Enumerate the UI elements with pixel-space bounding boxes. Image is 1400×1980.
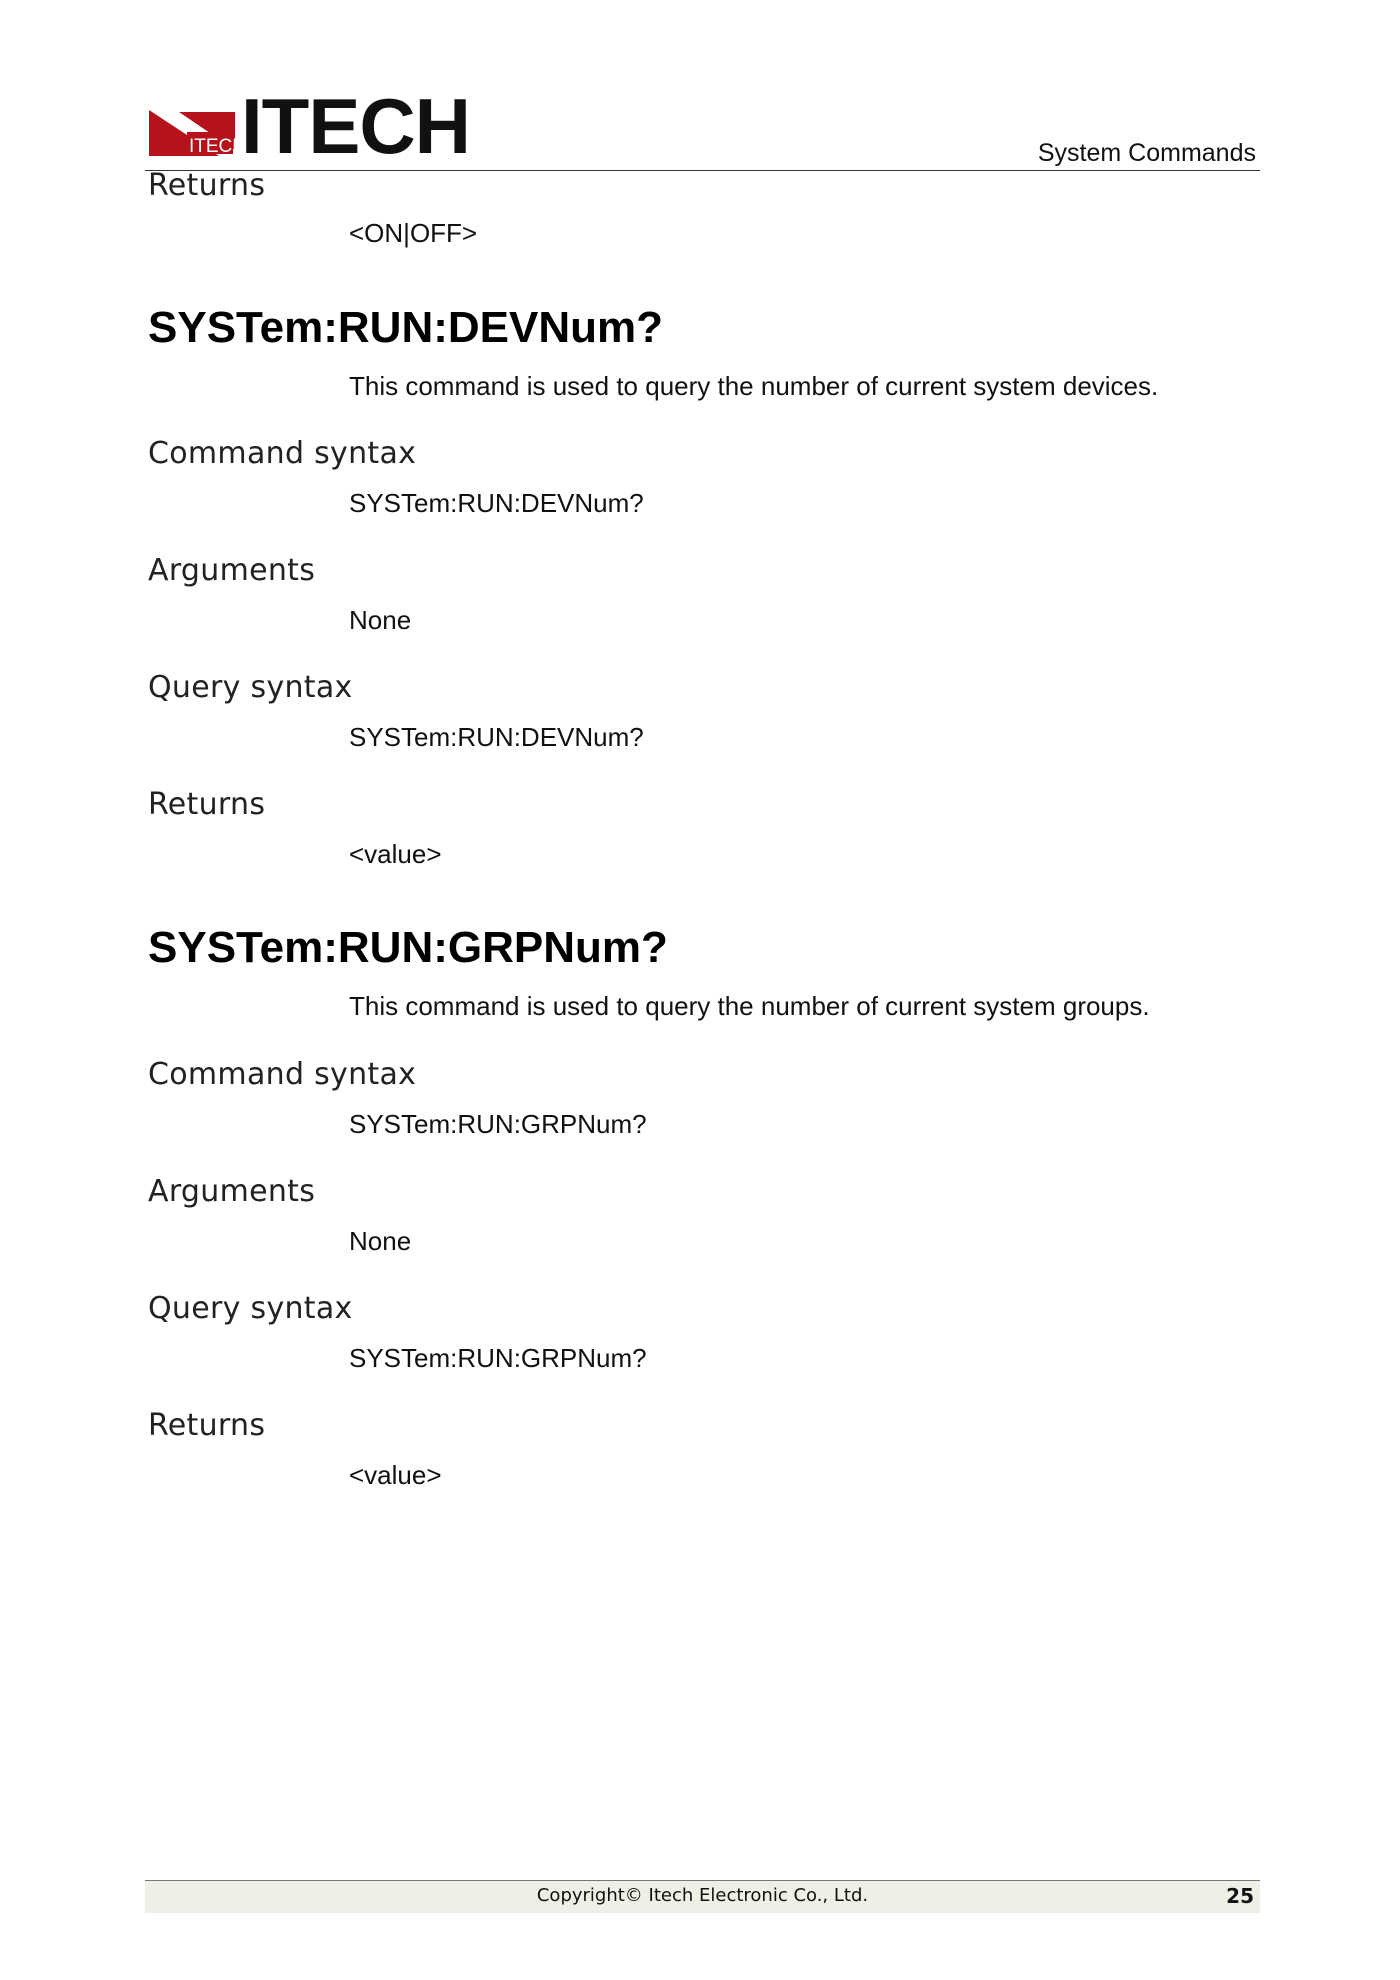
command-syntax-label: Command syntax [148,1057,417,1092]
command-description: This command is used to query the number of current system groups. [349,991,1150,1021]
section-title: System Commands [1037,139,1256,167]
query-syntax-value: SYSTem:RUN:DEVNum? [349,722,644,752]
command-description: This command is used to query the number of current system devices. [349,371,1159,401]
command-syntax-value: SYSTem:RUN:DEVNum? [349,488,644,518]
query-syntax-value: SYSTem:RUN:GRPNum? [349,1343,647,1373]
command-syntax-value: SYSTem:RUN:GRPNum? [349,1109,647,1139]
copyright-notice: Copyright© Itech Electronic Co., Ltd. [536,1885,869,1906]
page-header [145,82,1260,171]
page-number: 25 [1226,1884,1254,1908]
query-syntax-label: Query syntax [148,1291,353,1326]
arguments-value: None [349,1226,412,1256]
page-footer [145,1880,1260,1913]
arguments-label: Arguments [148,553,316,588]
returns-value: <ON|OFF> [349,218,478,248]
returns-label: Returns [148,1408,266,1443]
logo-wordmark: ITECH [241,82,470,170]
returns-value: <value> [349,1460,442,1490]
svg-text:ITECH: ITECH [189,136,246,157]
command-heading: SYSTem:RUN:DEVNum? [148,303,664,352]
query-syntax-label: Query syntax [148,670,353,705]
returns-label: Returns [148,168,266,203]
returns-label: Returns [148,787,266,822]
returns-value: <value> [349,839,442,869]
command-heading: SYSTem:RUN:GRPNum? [148,923,668,972]
arguments-label: Arguments [148,1174,316,1209]
itech-logo-icon [149,98,246,157]
arguments-value: None [349,605,412,635]
itech-logo [149,82,470,170]
command-syntax-label: Command syntax [148,436,417,471]
